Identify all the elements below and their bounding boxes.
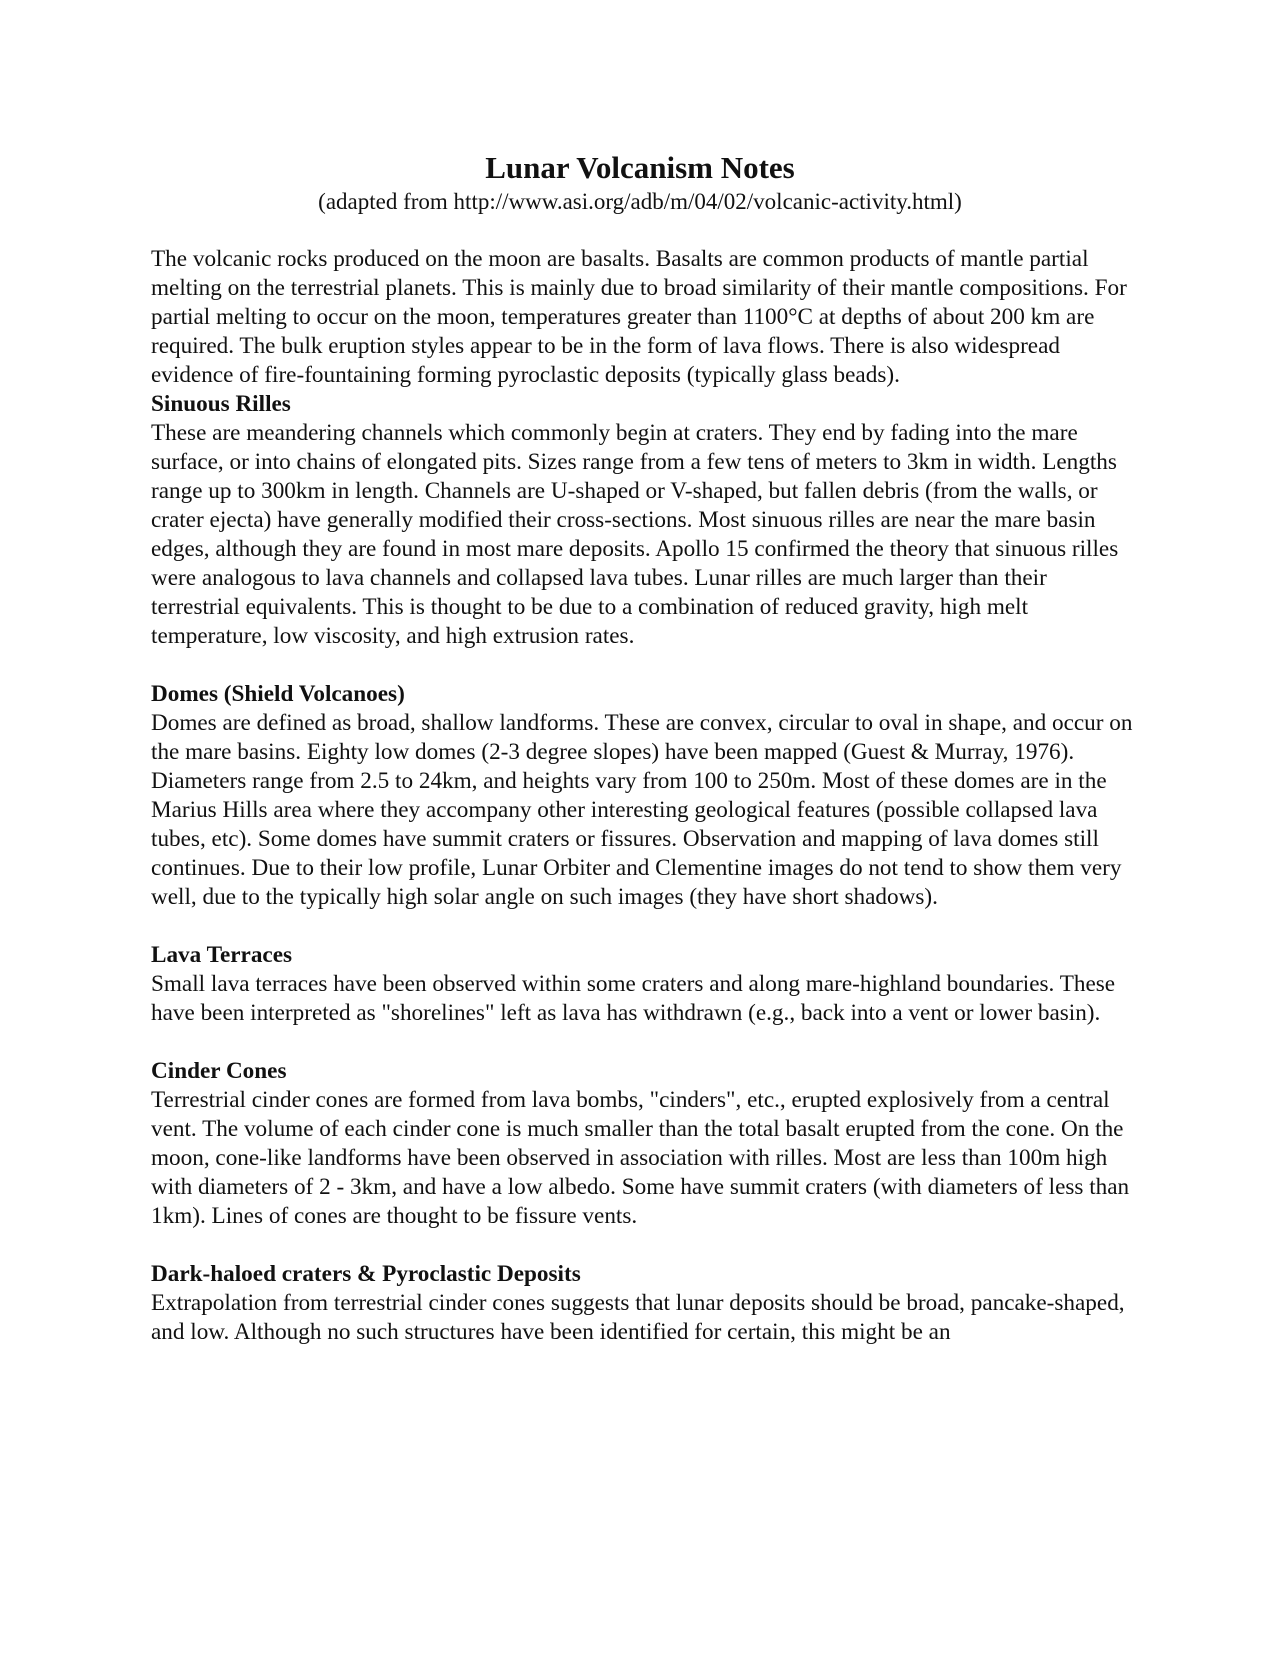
- document-body: [151, 245, 1141, 1376]
- section-heading: Cinder Cones: [151, 1058, 287, 1084]
- section-heading: Dark-haloed craters & Pyroclastic Deposits: [151, 1261, 581, 1287]
- section-paragraph: Domes are defined as broad, shallow landforms. These are convex, circular to oval in shape, and occur on the mare basins. Eighty low domes (2-3 degree slopes) have been mapped (Guest & Murray, 1976). Diameters range from 2.5 to 24km, and heights vary from 100 to 250m. Most of these domes are in the Marius Hills area where they accompany other interesting geological features (possible collapsed lava tubes, etc). Some domes have summit craters or fissures. Observation and mapping of lava domes still continues. Due to their low profile, Lunar Orbiter and Clementine images do not tend to show them very well, due to the typically high solar angle on such images (they have short shadows).: [151, 710, 1133, 910]
- section-heading: Lava Terraces: [151, 942, 293, 968]
- section-paragraph: These are meandering channels which commonly begin at craters. They end by fading into the mare surface, or into chains of elongated pits. Sizes range from a few tens of meters to 3km in width. Lengths range up to 300km in length. Channels are U-shaped or V-shaped, but fallen debris (from the walls, or crater ejecta) have generally modified their cross-sections. Most sinuous rilles are near the mare basin edges, although they are found in most mare deposits. Apollo 15 confirmed the theory that sinuous rilles were analogous to lava channels and collapsed lava tubes. Lunar rilles are much larger than their terrestrial equivalents. This is thought to be due to a combination of reduced gravity, high melt temperature, low viscosity, and high extrusion rates.: [151, 420, 1119, 649]
- section-paragraph: Terrestrial cinder cones are formed from lava bombs, "cinders", etc., erupted explosively from a central vent. The volume of each cinder cone is much smaller than the total basalt erupted from the cone. On the moon, cone-like landforms have been observed in association with rilles. Most are less than 100m high with diameters of 2 - 3km, and have a low albedo. Some have summit craters (with diameters of less than 1km). Lines of cones are thought to be fissure vents.: [151, 1087, 1130, 1229]
- page-title: Lunar Volcanism Notes: [485, 150, 795, 185]
- section-cinder-cones: [151, 1057, 1141, 1231]
- section-heading: Sinuous Rilles: [151, 391, 291, 417]
- section-sinuous-rilles: [151, 390, 1141, 651]
- section-dark-haloed-craters: [151, 1260, 1141, 1347]
- section-heading: Domes (Shield Volcanoes): [151, 681, 405, 707]
- section-domes: [151, 680, 1141, 912]
- source-citation: (adapted from http://www.asi.org/adb/m/04/02/volcanic-activity.html): [318, 189, 962, 214]
- section-paragraph: Extrapolation from terrestrial cinder cones suggests that lunar deposits should be broad, pancake-shaped, and low. Although no such structures have been identified for certain, this might be an: [151, 1290, 1125, 1345]
- section-paragraph: Small lava terraces have been observed within some craters and along mare-highland boundaries. These have been interpreted as "shorelines" left as lava has withdrawn (e.g., back into a vent or lower basin).: [151, 971, 1116, 1026]
- section-lava-terraces: [151, 941, 1141, 1028]
- intro-paragraph: The volcanic rocks produced on the moon are basalts. Basalts are common products of mantle partial melting on the terrestrial planets. This is mainly due to broad similarity of their mantle compositions. For partial melting to occur on the moon, temperatures greater than 1100°C at depths of about 200 km are required. The bulk eruption styles appear to be in the form of lava flows. There is also widespread evidence of fire-fountaining forming pyroclastic deposits (typically glass beads).: [151, 246, 1127, 388]
